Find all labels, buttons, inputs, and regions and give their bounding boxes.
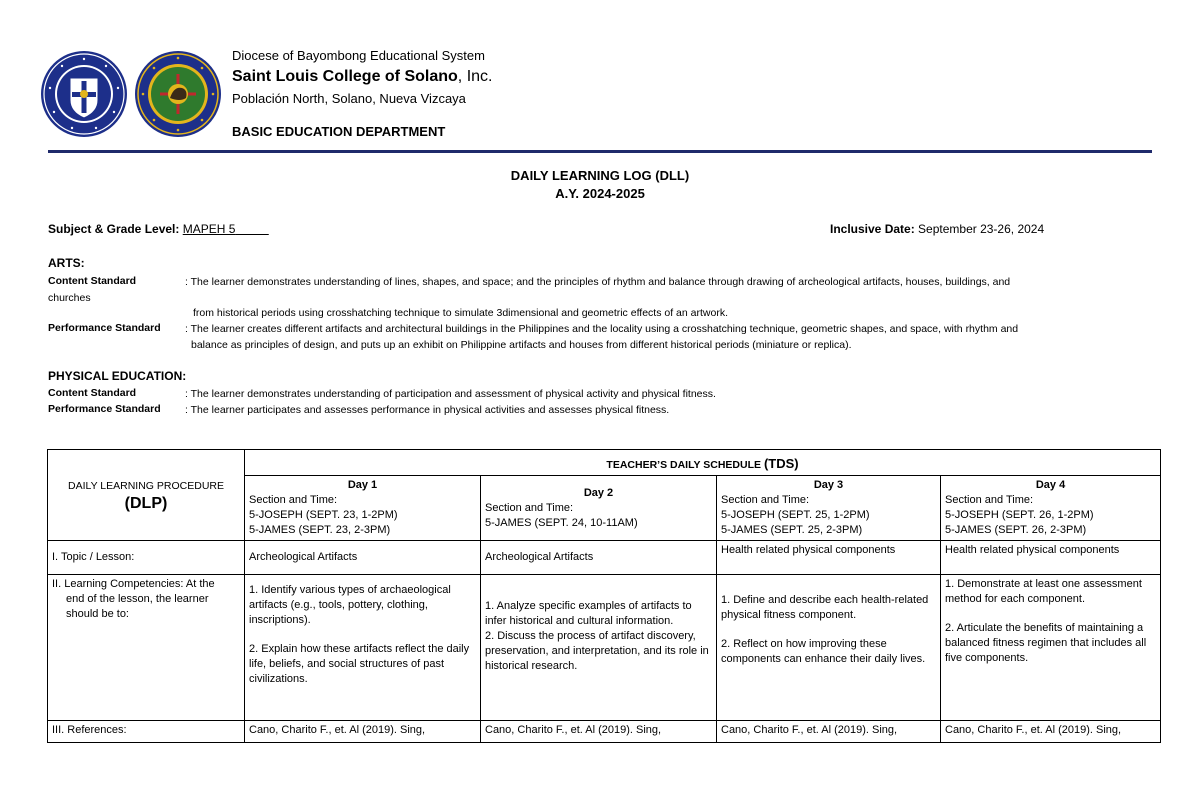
college-address: Población North, Solano, Nueva Vizcaya: [232, 91, 466, 106]
reference-day-2: Cano, Charito F., et. Al (2019). Sing,: [481, 721, 717, 743]
competency-day-4-b: 2. Articulate the benefits of maintaining a balanced fitness regimen that includes all five components.: [945, 622, 1147, 664]
day-3-section-b: 5-JAMES (SEPT. 25, 2-3PM): [721, 524, 863, 536]
inclusive-value: September 23-26, 2024: [918, 222, 1045, 236]
document-title: DAILY LEARNING LOG (DLL): [510, 168, 690, 183]
topic-label: I. Topic / Lesson:: [48, 541, 245, 575]
competencies-label-line-3: should be to:: [66, 608, 129, 620]
day-3-section-a: 5-JOSEPH (SEPT. 25, 1-2PM): [721, 509, 870, 521]
day-1-title: Day 1: [347, 479, 378, 491]
competencies-day-2: [481, 575, 717, 721]
competency-day-2-a: 1. Analyze specific examples of artifacts to infer historical and cultural information.: [485, 600, 692, 627]
competencies-day-4: [941, 575, 1161, 721]
competency-day-2-b: 2. Discuss the process of artifact discovery, preservation, and interpretation, and its role in historical research.: [485, 630, 709, 672]
topic-row: [48, 541, 1161, 575]
day-4-section-a: 5-JOSEPH (SEPT. 26, 1-2PM): [945, 509, 1094, 521]
competencies-row: [48, 575, 1161, 721]
reference-day-1: Cano, Charito F., et. Al (2019). Sing,: [245, 721, 481, 743]
inclusive-label: Inclusive Date:: [830, 222, 915, 236]
competency-day-3-b: 2. Reflect on how improving these components can enhance their daily lives.: [721, 638, 926, 665]
department-name: BASIC EDUCATION DEPARTMENT: [232, 124, 446, 139]
day-4-section-b: 5-JAMES (SEPT. 26, 2-3PM): [945, 524, 1087, 536]
arts-content-wrap: churches: [48, 292, 91, 304]
references-row: [48, 721, 1161, 743]
header-text-block: [232, 48, 492, 140]
topic-day-2: Archeological Artifacts: [481, 541, 717, 575]
day-1-header: [245, 476, 481, 541]
competency-day-3-a: 1. Define and describe each health-related physical fitness component.: [721, 594, 929, 621]
day-2-header: [481, 476, 717, 541]
day-2-section-label: Section and Time:: [485, 501, 574, 514]
dlp-label: DAILY LEARNING PROCEDURE: [68, 480, 224, 492]
pe-content-label: Content Standard: [48, 387, 137, 399]
academic-year: A.Y. 2024-2025: [555, 186, 645, 201]
day-2-title: Day 2: [583, 486, 614, 499]
tds-label: TEACHER’S DAILY SCHEDULE: [606, 459, 762, 471]
dlp-abbr: (DLP): [124, 495, 168, 512]
pe-heading: PHYSICAL EDUCATION:: [48, 369, 187, 383]
competency-day-1-a: 1. Identify various types of archaeological artifacts (e.g., tools, pottery, clothing, inscriptions).: [249, 584, 451, 626]
tds-header-cell: [245, 450, 1161, 476]
header-divider: [48, 150, 1152, 153]
diocese-seal-logo: [134, 50, 222, 138]
day-3-header: [717, 476, 941, 541]
day-3-section-label: Section and Time:: [721, 494, 810, 506]
reference-day-4: Cano, Charito F., et. Al (2019). Sing,: [941, 721, 1161, 743]
college-seal-logo: [40, 50, 128, 138]
day-4-title: Day 4: [1035, 479, 1066, 491]
references-label: III. References:: [48, 721, 245, 743]
arts-performance-label: Performance Standard: [48, 322, 161, 334]
diocese-name: Diocese of Bayombong Educational System: [232, 48, 485, 63]
day-4-header: [941, 476, 1161, 541]
subject-label: Subject & Grade Level:: [48, 222, 180, 236]
competencies-day-1: [245, 575, 481, 721]
pe-content-text: : The learner demonstrates understanding of participation and assessment of physical activity and physical fitness.: [185, 388, 716, 400]
topic-day-1: Archeological Artifacts: [245, 541, 481, 575]
topic-day-3: Health related physical components: [717, 541, 941, 575]
arts-content-text: : The learner demonstrates understanding of lines, shapes, and space; and the principles of rhythm and balance through drawing of archeological artifacts, houses, buildings, and: [185, 276, 1011, 288]
day-2-section-a: 5-JAMES (SEPT. 24, 10-11AM): [485, 516, 638, 529]
reference-day-3: Cano, Charito F., et. Al (2019). Sing,: [717, 721, 941, 743]
pe-performance-label: Performance Standard: [48, 403, 161, 415]
inclusive-date: [830, 222, 1044, 236]
day-1-section-b: 5-JAMES (SEPT. 23, 2-3PM): [249, 524, 391, 536]
competencies-label-line-1: II. Learning Competencies: At the: [52, 578, 215, 590]
subject-value: MAPEH 5: [182, 222, 236, 236]
competency-day-4-a: 1. Demonstrate at least one assessment method for each component.: [945, 578, 1142, 605]
dlp-header-cell: [48, 450, 245, 541]
pe-performance-text: : The learner participates and assesses performance in physical activities and assesses physical fitness.: [185, 404, 670, 416]
college-name: [232, 66, 492, 88]
day-3-title: Day 3: [813, 479, 844, 491]
day-4-section-label: Section and Time:: [945, 494, 1034, 506]
college-suffix: , Inc.: [457, 68, 493, 85]
day-1-section-a: 5-JOSEPH (SEPT. 23, 1-2PM): [249, 509, 398, 521]
arts-content-text-2: from historical periods using crosshatching technique to simulate 3dimensional and geometric effects of an artwork.: [193, 307, 728, 319]
arts-heading: ARTS:: [48, 256, 85, 270]
competencies-label-line-2: end of the lesson, the learner: [66, 593, 209, 605]
competency-day-1-b: 2. Explain how these artifacts reflect the daily life, beliefs, and social structures of past civilizations.: [249, 643, 470, 685]
dll-table: [47, 449, 1161, 743]
competencies-day-3: [717, 575, 941, 721]
subject-grade-level: [48, 222, 269, 236]
college-name-text: Saint Louis College of Solano: [232, 68, 458, 85]
tds-abbr: (TDS): [763, 456, 799, 471]
arts-performance-text-2: balance as principles of design, and puts up an exhibit on Philippine artifacts and houses from different historical periods (miniature or replica).: [191, 339, 852, 351]
topic-day-4: Health related physical components: [941, 541, 1161, 575]
competencies-label: [48, 575, 245, 721]
arts-content-label: Content Standard: [48, 275, 137, 287]
day-1-section-label: Section and Time:: [249, 494, 338, 506]
arts-performance-text: : The learner creates different artifacts and architectural buildings in the Philippines and the locality using a crosshatching technique, geometric shapes, and space, with rhythm and: [185, 323, 1019, 335]
